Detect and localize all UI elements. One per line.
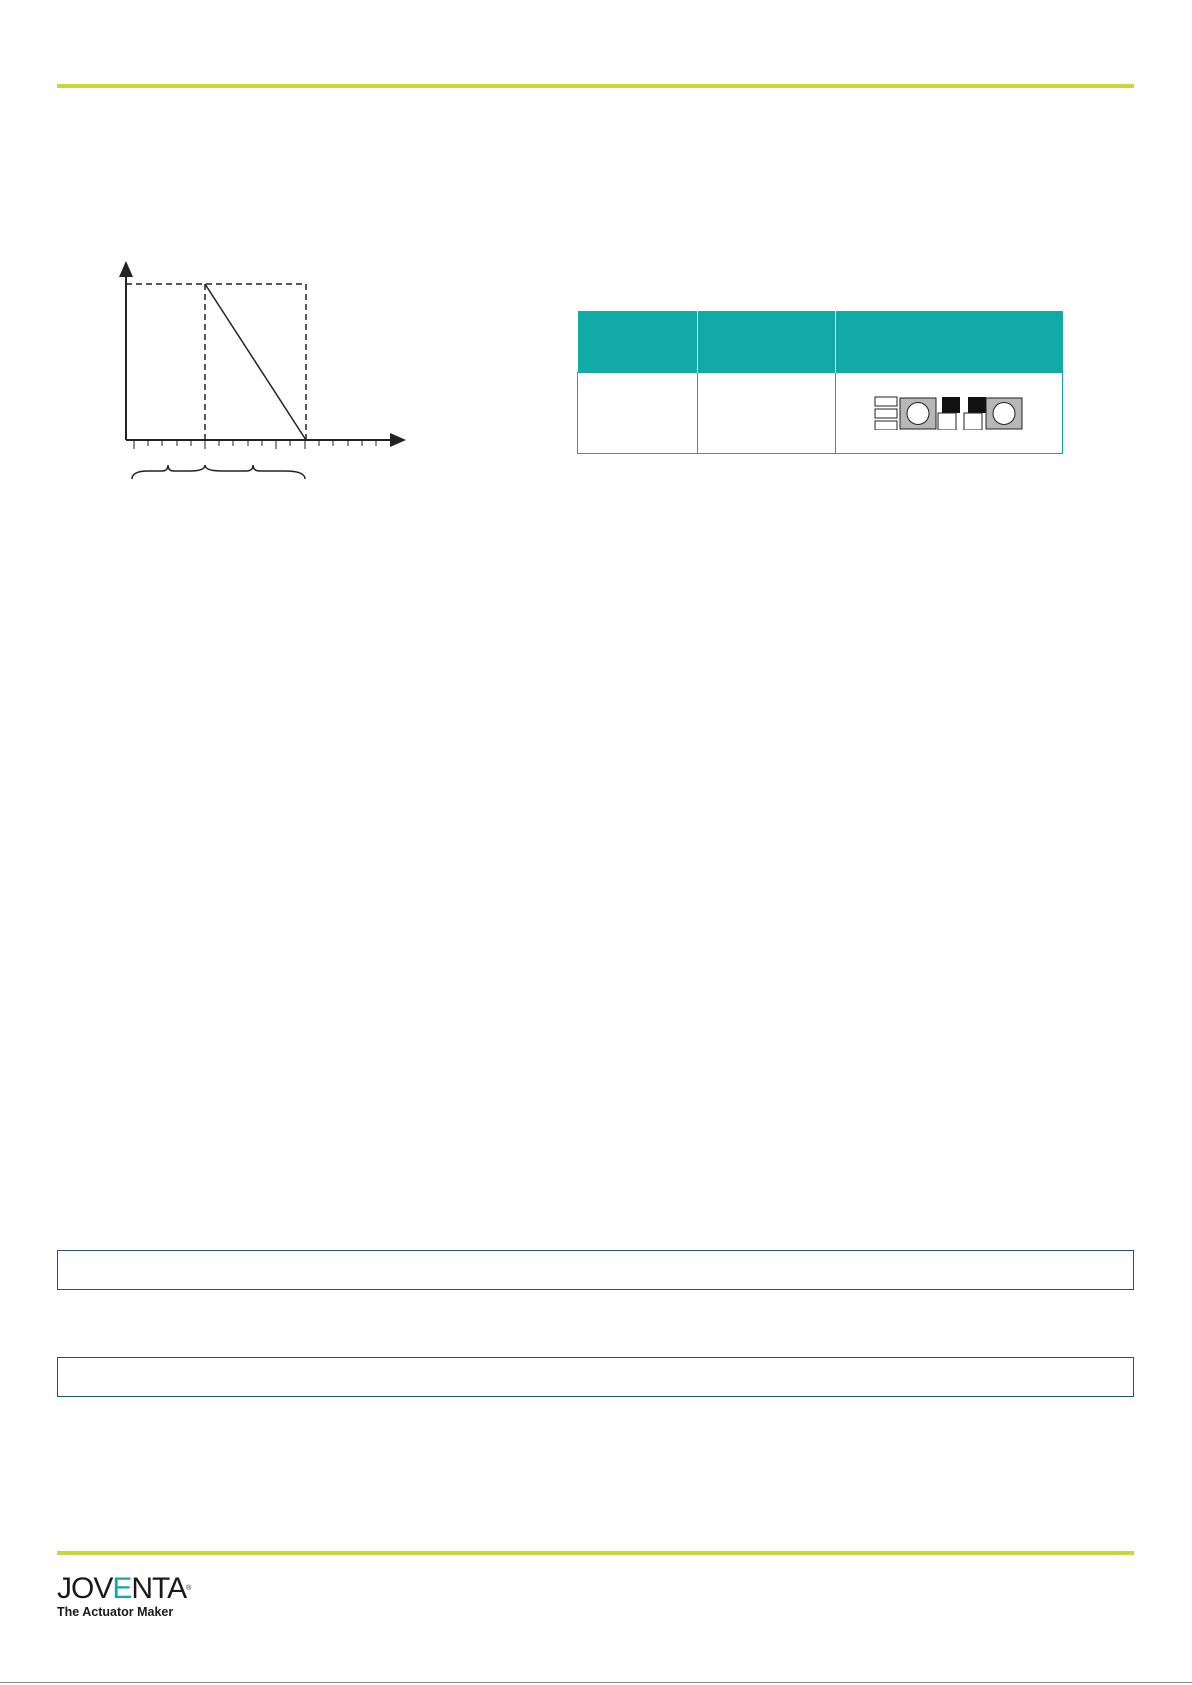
page-edge-line — [0, 1682, 1192, 1683]
table-header-cell — [835, 311, 1062, 373]
table-cell — [697, 373, 835, 454]
table-cell — [578, 373, 698, 454]
timing-graph — [100, 255, 440, 495]
brace-left — [132, 465, 205, 479]
setting-table — [577, 311, 1063, 454]
table-header-cell — [578, 311, 698, 373]
table-header-row — [578, 311, 1063, 373]
x-axis-arrow-icon — [390, 433, 406, 447]
dashed-guides — [126, 284, 306, 440]
dip-switch-icon — [874, 396, 1024, 430]
logo-wordmark: JOVENTA® — [57, 1572, 191, 1605]
ramp-line — [205, 284, 306, 440]
footer-rule — [57, 1551, 1134, 1555]
x-axis-ticks — [134, 440, 376, 449]
note-box — [57, 1357, 1134, 1397]
table-header-cell — [697, 311, 835, 373]
logo-tagline: The Actuator Maker — [57, 1605, 174, 1619]
y-axis-arrow-icon — [119, 261, 133, 277]
note-box — [57, 1250, 1134, 1290]
table-cell-switch — [835, 373, 1062, 454]
table-row — [578, 373, 1063, 454]
joventa-logo — [57, 1574, 217, 1620]
brace-right — [205, 465, 305, 479]
header-rule — [57, 84, 1134, 88]
